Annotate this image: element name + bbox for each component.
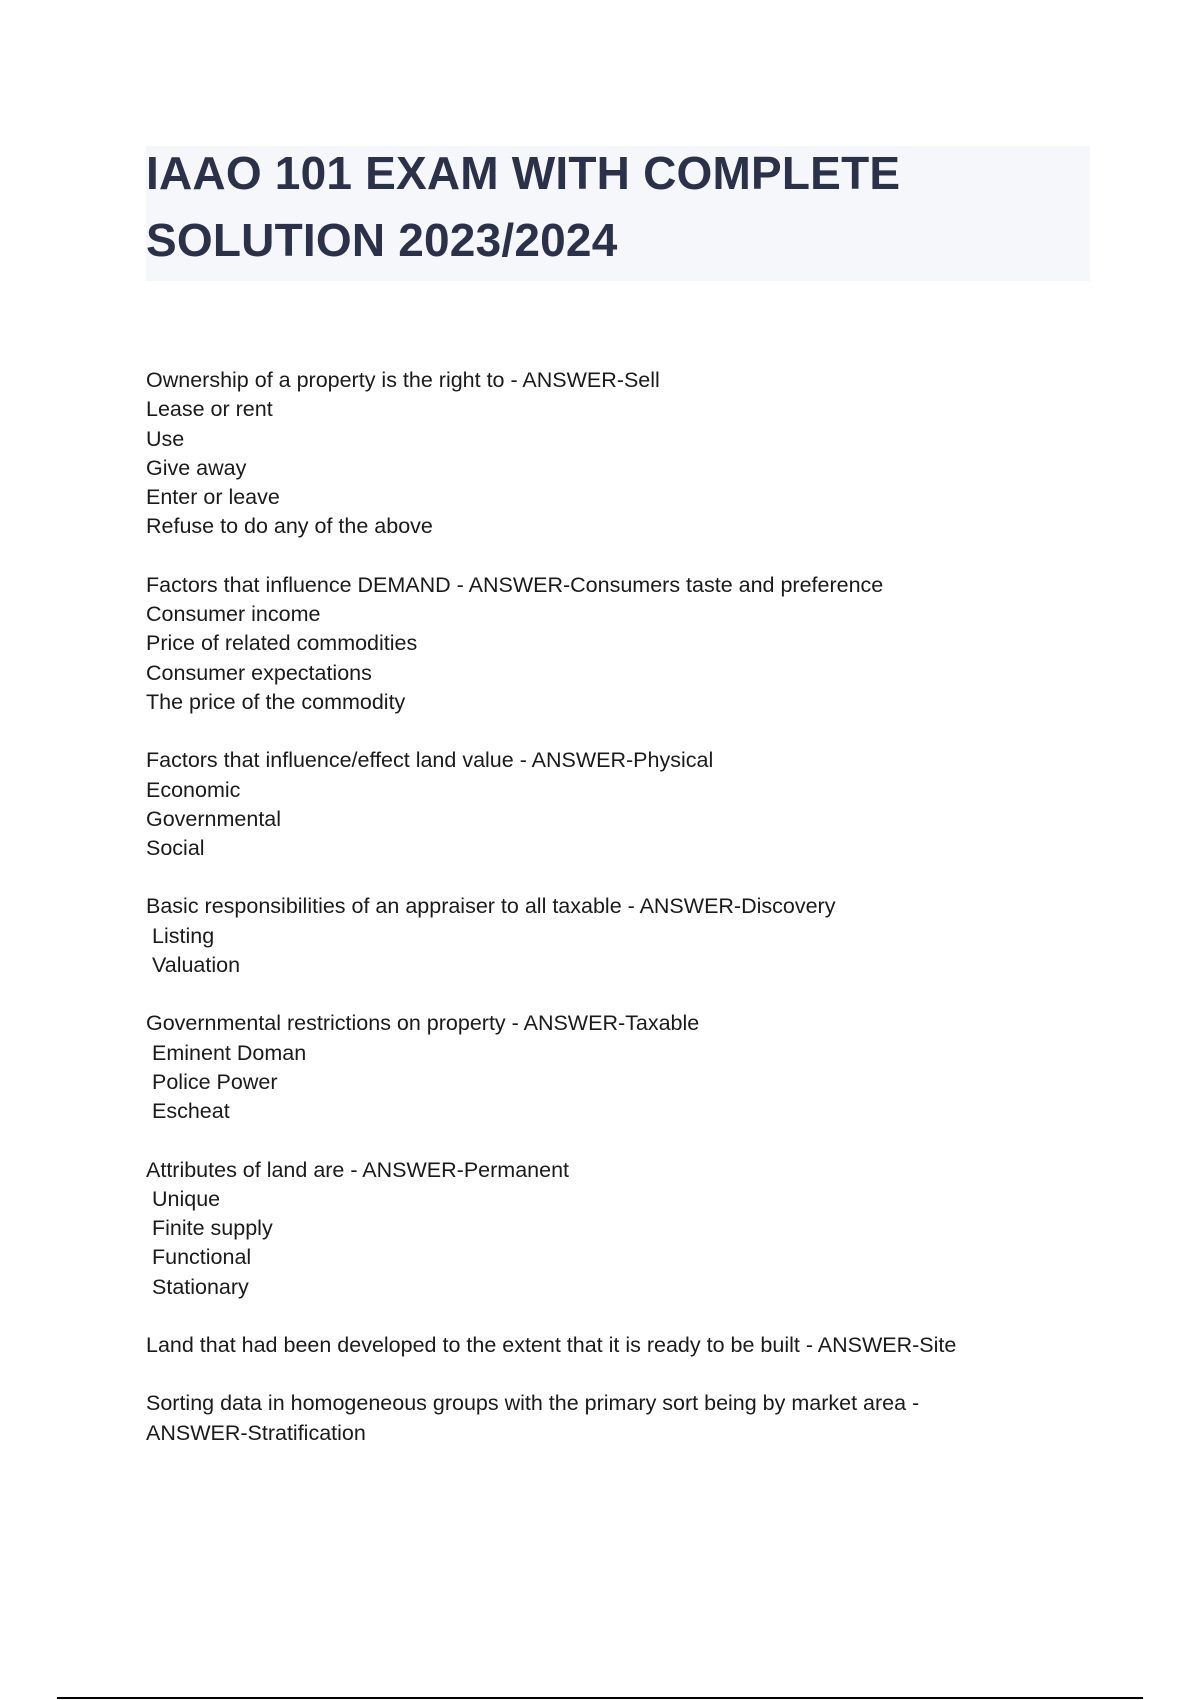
qa-answer-line: Unique bbox=[152, 1186, 221, 1211]
qa-item bbox=[146, 1389, 1066, 1448]
qa-list bbox=[146, 366, 1066, 1448]
qa-answer-line: Enter or leave bbox=[146, 485, 280, 510]
qa-question-line: Sorting data in homogeneous groups with the primary sort being by market area - bbox=[146, 1391, 920, 1416]
page-bottom-rule bbox=[57, 1697, 1143, 1699]
qa-answer-line: Finite supply bbox=[152, 1216, 273, 1241]
qa-answer-line: Use bbox=[146, 426, 185, 451]
qa-answer-line: Eminent Doman bbox=[152, 1040, 307, 1065]
qa-answer-line: Social bbox=[146, 836, 205, 861]
qa-answer-line: Consumer expectations bbox=[146, 660, 372, 685]
qa-question-line: Land that had been developed to the extent that it is ready to be built - ANSWER-Site bbox=[146, 1333, 957, 1358]
qa-answer-line: Functional bbox=[152, 1245, 252, 1270]
qa-answer-line: Stationary bbox=[152, 1274, 249, 1299]
document-title: IAAO 101 EXAM WITH COMPLETE SOLUTION 2023/2024 bbox=[146, 147, 901, 266]
qa-question-line: Factors that influence/effect land value - ANSWER-Physical bbox=[146, 748, 714, 773]
qa-answer-line: Police Power bbox=[152, 1069, 278, 1094]
qa-question-line: Factors that influence DEMAND - ANSWER-Consumers taste and preference bbox=[146, 572, 884, 597]
qa-answer-line: Consumer income bbox=[146, 602, 321, 627]
qa-item bbox=[146, 366, 1066, 542]
qa-answer-line: Listing bbox=[152, 923, 215, 948]
qa-item bbox=[146, 1009, 1066, 1126]
qa-answer-line: Economic bbox=[146, 777, 241, 802]
qa-answer-line: Lease or rent bbox=[146, 397, 273, 422]
qa-answer-line: Escheat bbox=[152, 1099, 230, 1124]
qa-item bbox=[146, 746, 1066, 863]
qa-item bbox=[146, 892, 1066, 980]
qa-answer-line: Price of related commodities bbox=[146, 631, 418, 656]
qa-answer-line: ANSWER-Stratification bbox=[146, 1420, 366, 1445]
qa-question-line: Governmental restrictions on property - ANSWER-Taxable bbox=[146, 1011, 700, 1036]
qa-question-line: Ownership of a property is the right to - ANSWER-Sell bbox=[146, 368, 660, 392]
qa-answer-line: Refuse to do any of the above bbox=[146, 514, 433, 539]
qa-item bbox=[146, 571, 1066, 717]
qa-item bbox=[146, 1156, 1066, 1302]
qa-question-line: Attributes of land are - ANSWER-Permanent bbox=[146, 1157, 570, 1182]
qa-question-line: Basic responsibilities of an appraiser to all taxable - ANSWER-Discovery bbox=[146, 894, 836, 919]
qa-answer-line: Give away bbox=[146, 455, 247, 480]
qa-answer-line: Valuation bbox=[152, 953, 241, 978]
qa-answer-line: Governmental bbox=[146, 806, 282, 831]
qa-item bbox=[146, 1331, 1066, 1360]
qa-answer-line: The price of the commodity bbox=[146, 689, 406, 714]
